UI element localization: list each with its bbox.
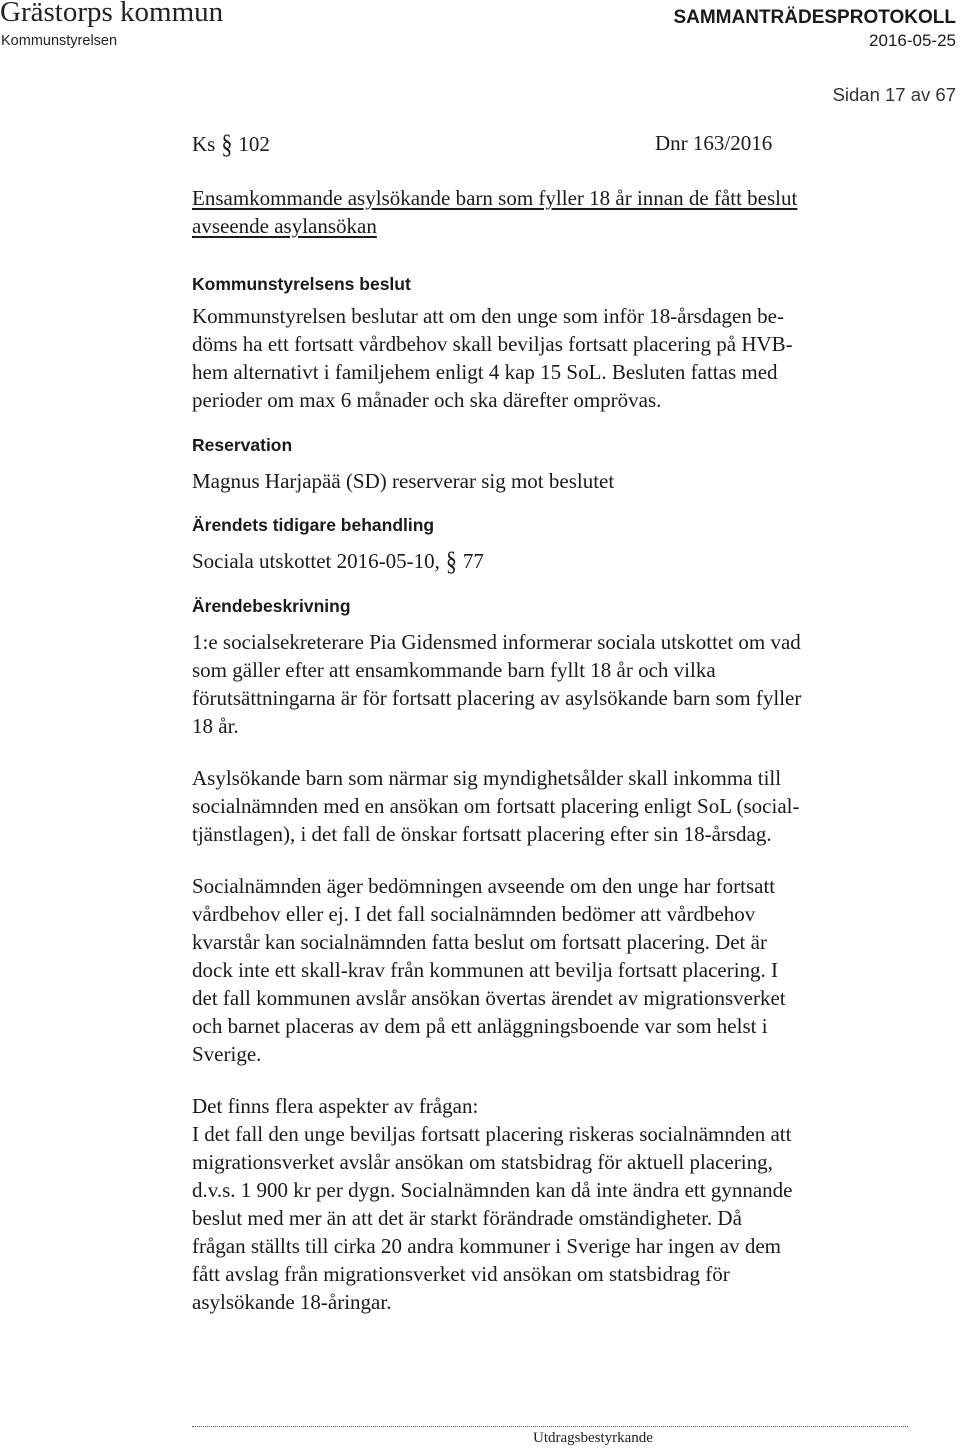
- section-sign-icon: §: [221, 127, 233, 159]
- reservation-heading: Reservation: [192, 435, 293, 455]
- case-title[interactable]: [192, 184, 912, 240]
- document-type: SAMMANTRÄDESPROTOKOLL: [673, 7, 956, 28]
- reservation-text: Magnus Harjapää (SD) reserverar sig mot beslutet: [192, 469, 615, 493]
- page-indicator: Sidan 17 av 67: [832, 84, 956, 105]
- footer-divider: [192, 1426, 908, 1427]
- description-paragraph: Det finns flera aspekter av frågan: I det fall den unge beviljas fortsatt placering riskeras socialnämnden att migrationsverket avslår ansökan om statsbidrag för aktuell placering, d.v.s. 1 900 kr per dygn. Socialnämnden kan då inte ändra ett gynnande beslut med mer än att det är starkt förändrade omständigheter. Då frågan ställts till cirka 20 andra kommuner i Sverige har ingen av dem fått avslag från migrationsverket vid ansökan om statsbidrag för asylsökande 18-åringar.: [192, 1094, 793, 1314]
- certification-label: Utdragsbestyrkande: [533, 1430, 653, 1446]
- diary-number: Dnr 163/2016: [655, 131, 773, 155]
- section-sign-icon: §: [445, 544, 457, 576]
- description-paragraph: Asylsökande barn som närmar sig myndighetsålder skall inkomma till socialnämnden med en ansökan om fortsatt placering enligt SoL (social- tjänstlagen), i det fall de önskar fortsatt placering efter sin 18-årsdag.: [192, 766, 800, 846]
- document-body: [192, 184, 912, 1316]
- previous-handling-text: Sociala utskottet 2016-05-10, § 77: [192, 547, 912, 575]
- case-title-line: Ensamkommande asylsökande barn som fyller 18 år innan de fått beslut: [192, 186, 798, 210]
- paragraph-reference: [192, 127, 270, 159]
- ks-prefix: Ks: [192, 132, 216, 156]
- meeting-date: 2016-05-25: [869, 31, 956, 50]
- ks-number: 102: [238, 132, 270, 156]
- case-title-line: avseende asylansökan: [192, 214, 377, 238]
- organization-name: Grästorps kommun: [0, 0, 224, 28]
- description-paragraph: Socialnämnden äger bedömningen avseende om den unge har fortsatt vårdbehov eller ej. I det fall socialnämnden bedömer att vårdbehov kvarstår kan socialnämnden fatta beslut om fortsatt placering. Det är dock inte ett skall-krav från kommunen att bevilja fortsatt placering. I det fall kommunen avslår ansökan övertas ärendet av migrationsverket och barnet placeras av dem på ett anläggningsboende var som helst i Sverige.: [192, 874, 786, 1066]
- description-heading: Ärendebeskrivning: [192, 596, 351, 616]
- description-paragraph: 1:e socialsekreterare Pia Gidensmed informerar sociala utskottet om vad som gäller efter att ensamkommande barn fyllt 18 år och vilka förutsättningarna är för fortsatt placering av asylsökande barn som fyller 18 år.: [192, 630, 802, 738]
- decision-heading: Kommunstyrelsens beslut: [192, 274, 411, 294]
- department-name: Kommunstyrelsen: [1, 33, 118, 49]
- previous-handling-heading: Ärendets tidigare behandling: [192, 515, 435, 535]
- decision-text: Kommunstyrelsen beslutar att om den unge som inför 18-årsdagen be- döms ha ett fortsatt vårdbehov skall beviljas fortsatt placering på HVB- hem alternativt i familjehem enligt 4 kap 15 SoL. Besluten fattas med perioder om max 6 månader och ska därefter omprövas.: [192, 304, 793, 412]
